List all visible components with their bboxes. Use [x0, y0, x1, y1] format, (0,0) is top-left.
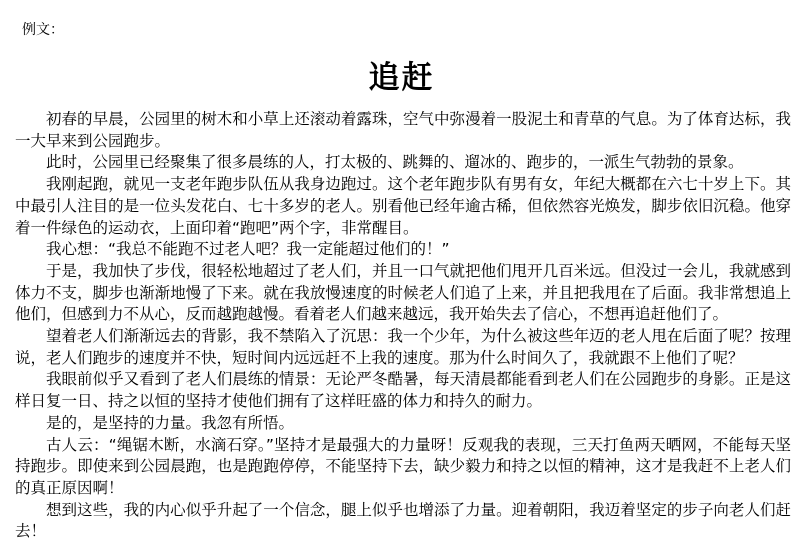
paragraph: 我眼前似乎又看到了老人们晨练的情景：无论严冬酷暑，每天清晨都能看到老人们在公园跑步的身影。正是这样日复一日、持之以恒的坚持才使他们拥有了这样旺盛的体力和持久的耐力。 — [15, 370, 791, 411]
paragraph: 此时，公园里已经聚集了很多晨练的人，打太极的、跳舞的、遛冰的、跑步的，一派生气勃勃的景象。 — [46, 153, 744, 172]
paragraph: 我刚起跑，就见一支老年跑步队伍从我身边跑过。这个老年跑步队有男有女，年纪大概都在六七十岁上下。其中最引人注目的是一位头发花白、七十多岁的老人。别看他已经年逾古稀，但依然容光焕发，脚步依旧沉稳。他穿着一件绿色的运动衣，上面印着“跑吧”两个字，非常醒目。 — [15, 175, 791, 237]
paragraph: 于是，我加快了步伐，很轻松地超过了老人们，并且一口气就把他们甩开几百米远。但没过一会儿，我就感到体力不支，脚步也渐渐地慢了下来。就在我放慢速度的时候老人们追了上来，并且把我甩在了后面。我非常想追上他们，但感到力不从心，反而越跑越慢。看着老人们越来越远，我开始失去了信心，不想再追赶他们了。 — [15, 261, 791, 324]
essay-body — [15, 109, 791, 543]
paragraph: 初春的早晨，公园里的树木和小草上还滚动着露珠，空气中弥漫着一股泥土和青草的气息。为了体育达标，我一大早来到公园跑步。 — [15, 110, 791, 150]
paragraph: 望着老人们渐渐远去的背影，我不禁陷入了沉思：我一个少年，为什么被这些年迈的老人甩在后面了呢？按理说，老人们跑步的速度并不快，短时间内远远赶不上我的速度。那为什么时间久了，我就跟不上他们了呢？ — [15, 327, 791, 367]
paragraph: 是的，是坚持的力量。我忽有所悟。 — [46, 413, 295, 432]
paragraph: 古人云：“绳锯木断，水滴石穿。”坚持才是最强大的力量呀！反观我的表现，三天打鱼两天晒网，不能每天坚持跑步。即使来到公园晨跑，也是跑跑停停，不能坚持下去，缺少毅力和持之以恒的精神，这才是我赶不上老人们的真正原因啊！ — [15, 435, 791, 497]
essay-title: 追赶 — [368, 60, 435, 96]
paragraph: 我心想：“我总不能跑不过老人吧？我一定能超过他们的！” — [46, 240, 450, 259]
example-label: 例文： — [22, 22, 64, 38]
paragraph: 想到这些，我的内心似乎升起了一个信念，腿上似乎也增添了力量。迎着朝阳，我迈着坚定的步子向老人们赶去！ — [15, 500, 791, 541]
